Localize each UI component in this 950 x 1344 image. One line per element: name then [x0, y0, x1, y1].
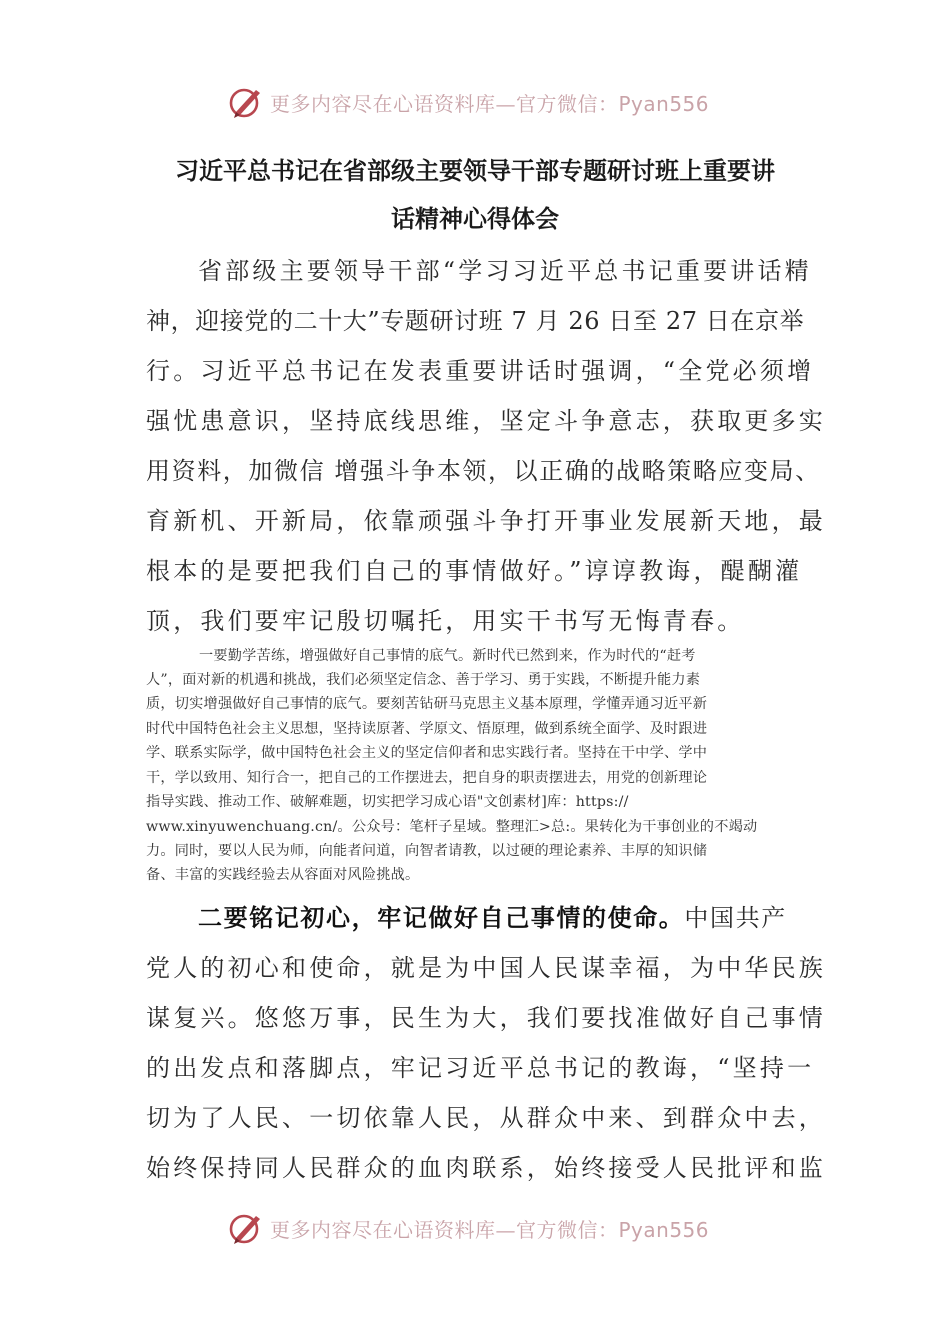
header-banner [226, 82, 709, 122]
page-title-line-2: 话精神心得体会 [391, 205, 559, 233]
section2-heading: 二要铭记初心，牢记做好自己事情的使命。 [198, 904, 685, 932]
pen-logo-icon [226, 82, 266, 122]
page-title-line-1: 习近平总书记在省部级主要领导干部专题研讨班上重要讲 [175, 157, 775, 185]
section2-line: 切为了人民、一切依靠人民，从群众中来、到群众中去， [146, 1104, 826, 1132]
section1-line: 力。同时，要以人民为师，向能者问道，向智者请教，以过硬的理论素养、丰厚的知识储 [146, 843, 708, 859]
intro-line: 育新机、开新局，依靠顽强斗争打开事业发展新天地，最 [146, 507, 826, 535]
intro-line: 根本的是要把我们自己的事情做好。”谆谆教诲，醍醐灌 [146, 557, 803, 585]
intro-line: 用资料，加微信 增强斗争本领，以正确的战略策略应变局、 [146, 457, 821, 485]
section1-line: 干，学以致用、知行合一，把自己的工作摆进去，把自身的职责摆进去，用党的创新理论 [146, 770, 708, 786]
section1-line: www.xinyuwenchuang.cn/。公众号：笔杆子星域。整理汇>总:。果转化为干事创业的不竭动 [146, 819, 758, 835]
intro-line: 顶，我们要牢记殷切嘱托，用实干书写无悔青春。 [146, 607, 745, 635]
section1-line: 一要勤学苦练，增强做好自己事情的底气。新时代已然到来，作为时代的“赶考 [199, 648, 696, 664]
section1-line: 备、丰富的实践经验去从容面对风险挑战。 [146, 867, 420, 883]
banner-wechat-id: Pyan556 [618, 91, 710, 116]
section1-line: 质，切实增强做好自己事情的底气。要刻苦钻研马克思主义基本原理，学懂弄通习近平新 [146, 696, 708, 712]
banner-wechat-id: Pyan556 [618, 1217, 710, 1242]
section2-line: 的出发点和落脚点，牢记习近平总书记的教诲，“坚持一 [146, 1054, 815, 1082]
intro-line: 神，迎接党的二十大”专题研讨班 7 月 26 日至 27 日在京举 [146, 307, 805, 335]
section1-line: 学、联系实际学，做中国特色社会主义的坚定信仰者和忠实践行者。坚持在干中学、学中 [146, 745, 708, 761]
section1-line: 时代中国特色社会主义思想，坚持读原著、学原文、悟原理，做到系统全面学、及时跟进 [146, 721, 708, 737]
section1-line: 人”，面对新的机遇和挑战，我们必须坚定信念、善于学习、勇于实践，不断提升能力素 [146, 672, 701, 688]
intro-line: 强忧患意识，坚持底线思维，坚定斗争意志，获取更多实 [146, 407, 826, 435]
intro-line: 行。习近平总书记在发表重要讲话时强调，“全党必须增 [146, 357, 815, 385]
section2-line: 始终保持同人民群众的血肉联系，始终接受人民批评和监 [146, 1154, 826, 1182]
banner-text: 更多内容尽在心语资料库—官方微信：Pyan556 [270, 91, 710, 116]
section2-line: 党人的初心和使命，就是为中国人民谋幸福，为中华民族 [146, 954, 826, 982]
section1-line: 指导实践、推动工作、破解难题，切实把学习成心语"文创素材]库：https:// [146, 794, 629, 810]
intro-line: 省部级主要领导干部“学习习近平总书记重要讲话精 [198, 257, 812, 285]
pen-logo-icon [226, 1208, 266, 1248]
banner-text: 更多内容尽在心语资料库—官方微信：Pyan556 [270, 1217, 710, 1242]
section2-first-line: 二要铭记初心，牢记做好自己事情的使命。中国共产 [198, 904, 787, 932]
section2-line: 谋复兴。悠悠万事，民生为大，我们要找准做好自己事情 [146, 1004, 826, 1032]
footer-banner [226, 1208, 709, 1248]
